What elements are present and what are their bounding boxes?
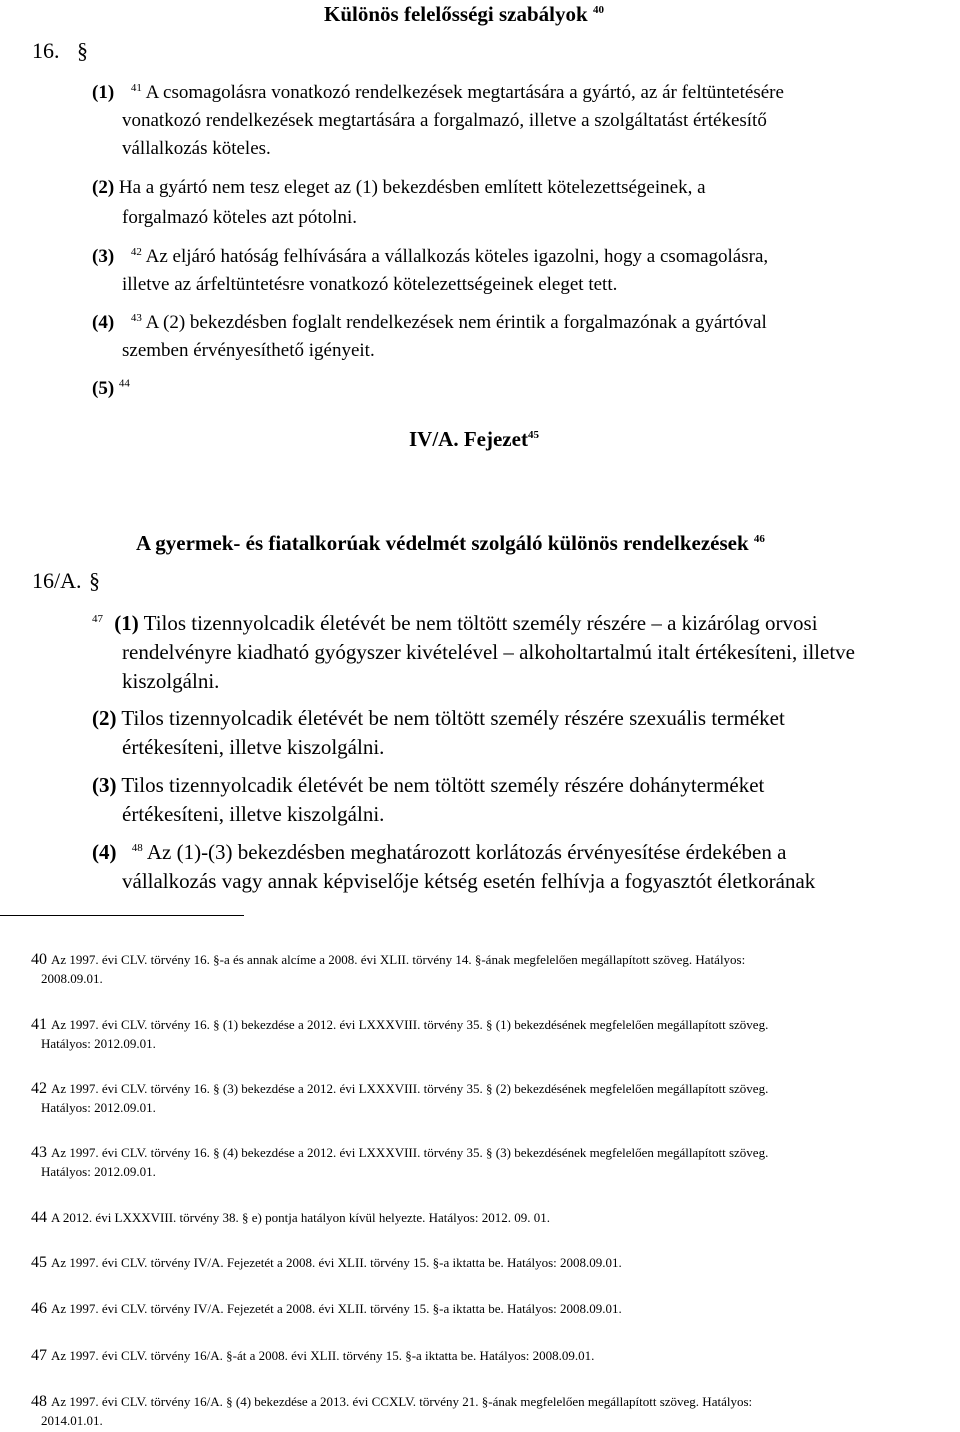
paragraph-number: (4) — [92, 840, 117, 864]
footnote-ref[interactable]: 45 — [527, 429, 539, 441]
footnote-45 — [31, 1253, 943, 1272]
paragraph-line: Tilos tizennyolcadik életévét be nem töltött személy részére szexuális terméket — [121, 706, 785, 730]
section-16a-title: A gyermek- és fiatalkorúak védelmét szolgáló különös rendelkezések $^{46}$ — [136, 531, 765, 555]
paragraph-line: illetve az árfeltüntetésre vonatkozó kötelezettségeinek eleget tett. — [122, 274, 618, 295]
footnote-ref[interactable]: 47 — [92, 613, 103, 625]
paragraph-line: Tilos tizennyolcadik életévét be nem töltött személy részére – a kizárólag orvosi — [143, 611, 818, 635]
footnote-text: Az 1997. évi CLV. törvény IV/A. Fejezetét a 2008. évi XLII. törvény 15. §-a iktatta be. Hatályos: 2008.09.01. — [51, 1255, 622, 1270]
footnote-47 — [31, 1346, 943, 1365]
footnote-number: 44 — [31, 1209, 47, 1226]
section-16-paragraph-5 — [92, 378, 130, 400]
footnote-ref[interactable]: 40 — [592, 4, 604, 16]
footnote-ref[interactable]: 43 — [130, 311, 142, 324]
footnote-text: 2014.01.01. — [41, 1413, 103, 1428]
footnote-text: Hatályos: 2012.09.01. — [41, 1164, 156, 1179]
paragraph-line: szemben érvényesíthető igényeit. — [122, 340, 375, 361]
footnote-text: Az 1997. évi CLV. törvény IV/A. Fejezetét a 2008. évi XLII. törvény 15. §-a iktatta be. Hatályos: 2008.09.01. — [51, 1301, 622, 1316]
footnote-number: 45 — [31, 1254, 47, 1271]
paragraph-line: vállalkozás köteles. — [122, 138, 271, 159]
paragraph-line: Ha a gyártó nem tesz eleget az (1) bekezdésben említett kötelezettségeinek, a — [118, 177, 706, 198]
paragraph-number: (1) — [92, 82, 115, 103]
chapter-title: IV/A. Fejezet$^{45}$ — [409, 427, 539, 451]
paragraph-line: vonatkozó rendelkezések megtartására a forgalmazó, illetve a szolgáltatást értékesítő — [122, 110, 767, 131]
footnote-number: 41 — [31, 1016, 47, 1033]
section-16a-paragraph-2 — [92, 704, 785, 762]
footnote-ref[interactable]: 41 — [130, 81, 142, 94]
footnote-text: Az 1997. évi CLV. törvény 16/A. §-át a 2008. évi XLII. törvény 15. §-a iktatta be. Hatályos: 2008.09.01. — [51, 1348, 595, 1363]
paragraph-line: A (2) bekezdésben foglalt rendelkezések nem érintik a forgalmazónak a gyártóval — [145, 312, 767, 333]
footnote-text: Hatályos: 2012.09.01. — [41, 1036, 156, 1051]
paragraph-symbol: § — [77, 38, 88, 63]
paragraph-number: (4) — [92, 312, 115, 333]
footnote-text: 2008.09.01. — [41, 971, 103, 986]
section-16-paragraph-1 — [92, 79, 784, 163]
paragraph-number: (3) — [92, 246, 115, 267]
footnote-separator — [0, 915, 244, 916]
section-16-paragraph-3 — [92, 243, 768, 299]
footnote-43 — [31, 1143, 943, 1181]
footnote-number: 46 — [31, 1300, 47, 1317]
footnote-text: Az 1997. évi CLV. törvény 16/A. § (4) bekezdése a 2013. évi CCXLV. törvény 21. §-ának megfelelően megállapított szöveg. Hatályos: — [51, 1394, 753, 1409]
footnote-ref[interactable]: 44 — [118, 377, 130, 390]
footnote-ref[interactable]: 46 — [753, 533, 765, 545]
footnote-ref[interactable]: 48 — [131, 842, 143, 854]
section-16-paragraph-4 — [92, 309, 767, 365]
section-16-paragraph-2 — [92, 173, 706, 233]
footnote-text: Az 1997. évi CLV. törvény 16. §-a és annak alcíme a 2008. évi XLII. törvény 14. §-ának megfelelően megállapított szöveg. Hatályos: — [51, 952, 746, 967]
paragraph-line: értékesíteni, illetve kiszolgálni. — [122, 802, 385, 826]
paragraph-line: vállalkozás vagy annak képviselője kétség esetén felhívja a fogyasztót életkorának — [122, 869, 816, 893]
footnote-41 — [31, 1015, 943, 1053]
footnote-46 — [31, 1299, 943, 1318]
paragraph-line: A csomagolásra vonatkozó rendelkezések megtartására a gyártó, az ár feltüntetésére — [145, 82, 784, 103]
footnote-44 — [31, 1208, 943, 1227]
footnote-text: Hatályos: 2012.09.01. — [41, 1100, 156, 1115]
paragraph-line: Az (1)-(3) bekezdésben meghatározott korlátozás érvényesítése érdekében a — [146, 840, 787, 864]
paragraph-number: (5) — [92, 378, 115, 399]
section-16a-paragraph-4 — [92, 838, 815, 896]
paragraph-line: forgalmazó köteles azt pótolni. — [122, 207, 357, 228]
paragraph-symbol: § — [89, 568, 100, 593]
paragraph-line: kiszolgálni. — [122, 669, 220, 693]
paragraph-line: rendelvényre kiadható gyógyszer kivételével – alkoholtartalmú italt értékesíteni, illetve — [122, 640, 855, 664]
section-16a-label: 16/A. § — [32, 568, 100, 593]
footnote-number: 47 — [31, 1347, 47, 1364]
paragraph-number: (2) — [92, 706, 117, 730]
footnote-48 — [31, 1392, 943, 1430]
footnote-42 — [31, 1079, 943, 1117]
footnote-number: 40 — [31, 951, 47, 968]
footnote-number: 42 — [31, 1080, 47, 1097]
paragraph-line: Tilos tizennyolcadik életévét be nem töltött személy részére dohányterméket — [121, 773, 765, 797]
footnote-number: 43 — [31, 1144, 47, 1161]
section-16a-paragraph-1 — [92, 609, 855, 696]
footnote-number: 48 — [31, 1393, 47, 1410]
paragraph-number: (1) — [114, 611, 139, 635]
footnote-text: Az 1997. évi CLV. törvény 16. § (4) bekezdése a 2012. évi LXXXVIII. törvény 35. § (3) bekezdésének megfelelően megállapított szöveg. — [51, 1145, 769, 1160]
footnote-text: Az 1997. évi CLV. törvény 16. § (3) bekezdése a 2012. évi LXXXVIII. törvény 35. § (2) bekezdésének megfelelően megállapított szöveg. — [51, 1081, 769, 1096]
footnote-text: A 2012. évi LXXXVIII. törvény 38. § e) pontja hatályon kívül helyezte. Hatályos: 2012. 09. 01. — [51, 1210, 550, 1225]
paragraph-line: értékesíteni, illetve kiszolgálni. — [122, 735, 385, 759]
paragraph-number: (2) — [92, 177, 115, 198]
section-16-label: 16. § — [32, 38, 88, 63]
section-16a-paragraph-3 — [92, 771, 764, 829]
footnote-40 — [31, 950, 943, 988]
section-16-title: Különös felelősségi szabályok $^{40}$ — [324, 2, 604, 26]
footnote-text: Az 1997. évi CLV. törvény 16. § (1) bekezdése a 2012. évi LXXXVIII. törvény 35. § (1) bekezdésének megfelelően megállapított szöveg. — [51, 1017, 769, 1032]
footnote-ref[interactable]: 42 — [130, 245, 142, 258]
paragraph-line: Az eljáró hatóság felhívására a vállalkozás köteles igazolni, hogy a csomagolásra, — [145, 246, 769, 267]
paragraph-number: (3) — [92, 773, 117, 797]
